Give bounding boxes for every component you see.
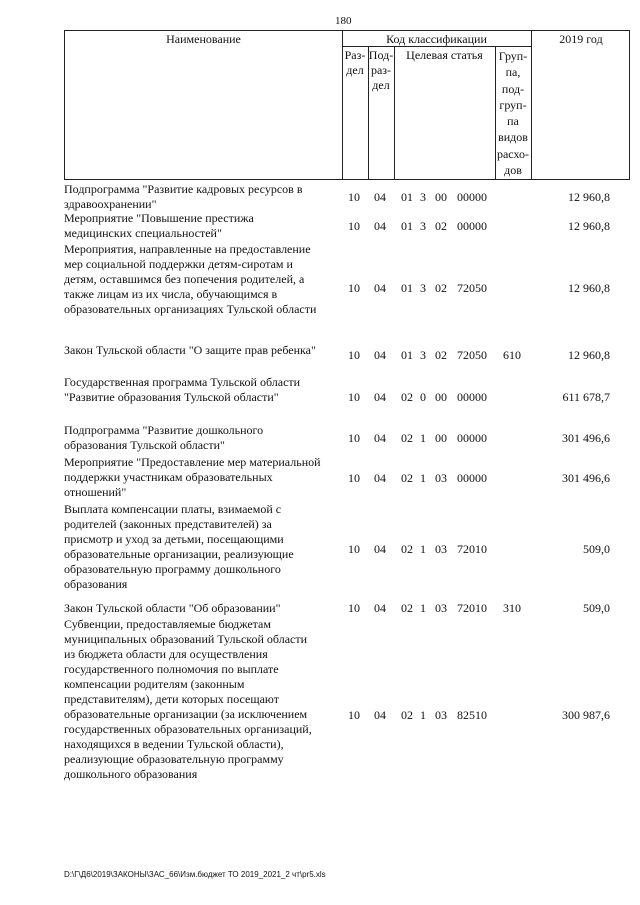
row-subsection: 04 (374, 542, 386, 556)
row-subsection: 04 (374, 281, 386, 295)
header-divider (531, 31, 532, 179)
row-section: 10 (348, 471, 360, 485)
row-amount: 12 960,8 (568, 281, 610, 295)
row-amount: 12 960,8 (568, 219, 610, 233)
header-year: 2019 год (559, 32, 603, 46)
header-divider (394, 46, 395, 179)
row-target-type: 1 (420, 542, 426, 556)
row-target-direction: 00000 (457, 190, 487, 204)
row-section: 10 (348, 348, 360, 362)
row-section: 10 (348, 601, 360, 615)
row-name: Выплата компенсации платы, взимаемой с родителей (законных представителей) за присмотр и уход за детьми, посещающими образовательные организации, реализующие образовательную программу дошкольного образования (64, 502, 294, 591)
row-target-direction: 72050 (457, 281, 487, 295)
page-number: 180 (335, 15, 352, 27)
row-subsection: 04 (374, 390, 386, 404)
row-target-program: 02 (401, 390, 413, 404)
row-name: Закон Тульской области "Об образовании" (64, 601, 281, 615)
row-section: 10 (348, 542, 360, 556)
row-name: Закон Тульской области "О защите прав ребенка" (64, 343, 316, 357)
row-section: 10 (348, 190, 360, 204)
row-target-program: 01 (401, 281, 413, 295)
row-subsection: 04 (374, 348, 386, 362)
row-target-direction: 00000 (457, 471, 487, 485)
row-amount: 12 960,8 (568, 348, 610, 362)
row-target-program: 02 (401, 601, 413, 615)
row-subsection: 04 (374, 601, 386, 615)
row-target-direction: 00000 (457, 219, 487, 233)
row-section: 10 (348, 281, 360, 295)
row-target-main: 03 (435, 601, 447, 615)
row-target-program: 01 (401, 348, 413, 362)
row-name: Мероприятие "Предоставление мер материальной поддержки участникам образовательных отношений" (64, 455, 321, 499)
row-name: Мероприятие "Повышение престижа медицинских специальностей" (64, 211, 254, 240)
row-target-type: 0 (420, 390, 426, 404)
table-header (64, 30, 630, 180)
row-name: Государственная программа Тульской области "Развитие образования Тульской области" (64, 375, 301, 404)
row-amount: 12 960,8 (568, 190, 610, 204)
header-group: Груп- па, под- груп- па видов расхо- дов (496, 49, 530, 178)
row-target-program: 01 (401, 190, 413, 204)
row-expense-group: 610 (503, 348, 521, 362)
header-section: Раз- дел (344, 48, 366, 77)
row-amount: 301 496,6 (562, 431, 610, 445)
header-target: Целевая статья (406, 48, 483, 62)
row-target-type: 1 (420, 431, 426, 445)
row-subsection: 04 (374, 190, 386, 204)
row-expense-group: 310 (503, 601, 521, 615)
row-amount: 509,0 (583, 601, 610, 615)
row-amount: 300 987,6 (562, 708, 610, 722)
row-target-program: 02 (401, 431, 413, 445)
row-target-type: 3 (420, 190, 426, 204)
row-target-type: 3 (420, 348, 426, 362)
row-target-main: 03 (435, 542, 447, 556)
row-target-program: 02 (401, 708, 413, 722)
row-amount: 611 678,7 (562, 390, 610, 404)
row-target-program: 02 (401, 542, 413, 556)
row-subsection: 04 (374, 471, 386, 485)
row-target-direction: 00000 (457, 431, 487, 445)
row-section: 10 (348, 431, 360, 445)
row-section: 10 (348, 708, 360, 722)
row-subsection: 04 (374, 708, 386, 722)
row-name: Субвенции, предоставляемые бюджетам муниципальных образований Тульской области из бюджета области для осуществления государственного полномочия по выплате компенсации родителям (законным представителям), дети которых посещают образовательные организации (за исключением государственных образовательных организаций, находящихся в ведении Тульской области), реализующие образовательную программу дошкольного образования (64, 617, 312, 781)
row-target-type: 1 (420, 601, 426, 615)
row-target-program: 01 (401, 219, 413, 233)
row-target-main: 02 (435, 281, 447, 295)
row-amount: 509,0 (583, 542, 610, 556)
row-target-main: 00 (435, 431, 447, 445)
row-target-direction: 72050 (457, 348, 487, 362)
row-name: Подпрограмма "Развитие дошкольного образования Тульской области" (64, 423, 264, 452)
row-section: 10 (348, 390, 360, 404)
row-target-type: 1 (420, 471, 426, 485)
row-subsection: 04 (374, 431, 386, 445)
row-name: Подпрограмма "Развитие кадровых ресурсов в здравоохранении" (64, 182, 303, 211)
header-subsection: Под- раз- дел (368, 48, 394, 92)
row-target-main: 02 (435, 348, 447, 362)
row-section: 10 (348, 219, 360, 233)
row-target-main: 00 (435, 390, 447, 404)
file-path-footer: D:\Г\Д6\2019\ЗАКОНЫ\ЗАС_66\Изм.бюджет ТО 2019_2021_2 чт\pr5.xls (64, 870, 326, 879)
header-name: Наименование (166, 32, 241, 46)
row-target-type: 3 (420, 281, 426, 295)
row-target-direction: 72010 (457, 542, 487, 556)
row-target-program: 02 (401, 471, 413, 485)
row-target-type: 1 (420, 708, 426, 722)
row-target-main: 02 (435, 219, 447, 233)
row-target-main: 03 (435, 471, 447, 485)
row-subsection: 04 (374, 219, 386, 233)
row-name: Мероприятия, направленные на предоставление мер социальной поддержки детям-сиротам и детям, оставшимся без попечения родителей, а также лицам из их числа, обучающимся в образовательных организациях Тульской области (64, 242, 317, 316)
header-code-group: Код классификации (386, 32, 487, 46)
row-target-direction: 82510 (457, 708, 487, 722)
row-target-type: 3 (420, 219, 426, 233)
row-amount: 301 496,6 (562, 471, 610, 485)
row-target-direction: 00000 (457, 390, 487, 404)
row-target-direction: 72010 (457, 601, 487, 615)
row-target-main: 03 (435, 708, 447, 722)
row-target-main: 00 (435, 190, 447, 204)
